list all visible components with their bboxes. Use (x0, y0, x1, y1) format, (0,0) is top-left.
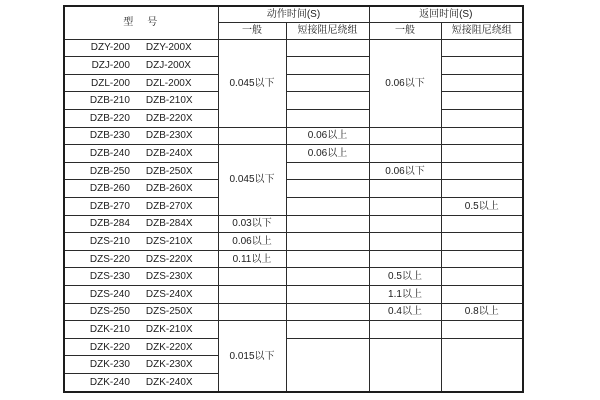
model-cell (64, 268, 218, 286)
value-cell-rg (369, 215, 441, 233)
model-code: DZS-230 (89, 271, 130, 283)
value-cell-rd: 0.5以上 (441, 197, 523, 215)
table-row (64, 145, 523, 163)
model-code: DZB-240X (145, 147, 193, 159)
value-cell-ad (286, 39, 369, 57)
value-cell-rd (441, 127, 523, 145)
model-cell (64, 303, 218, 321)
value-cell-rd (441, 250, 523, 268)
header-row-groups (64, 6, 523, 22)
value-cell-ad (286, 162, 369, 180)
value-cell-rd (441, 39, 523, 57)
value-cell-rd (441, 286, 523, 304)
value-cell-rg (369, 180, 441, 198)
model-cell (64, 233, 218, 251)
table-row (64, 197, 523, 215)
value-cell-ag: 0.045以下 (218, 39, 286, 127)
model-cell (64, 286, 218, 304)
model-cell (64, 215, 218, 233)
value-cell-rd (441, 92, 523, 110)
value-cell-ad (286, 286, 369, 304)
value-cell-ad (286, 197, 369, 215)
value-cell-rd (441, 233, 523, 251)
model-code: DZL-200 (91, 77, 130, 89)
value-cell-ad (286, 338, 369, 392)
action-damped-winding-header: 短接阻尼绕组 (286, 22, 369, 39)
model-code: DZK-240X (145, 377, 193, 389)
value-cell-rd (441, 57, 523, 75)
model-code: DZK-220X (145, 341, 193, 353)
value-cell-rg (369, 197, 441, 215)
value-cell-rg: 0.4以上 (369, 303, 441, 321)
value-cell-ad: 0.06以上 (286, 127, 369, 145)
model-code: DZS-250X (145, 306, 193, 318)
value-cell-ad (286, 57, 369, 75)
action-time-group-header: 动作时间(S) (218, 6, 369, 22)
model-code: DZB-220 (89, 112, 130, 124)
model-cell (64, 321, 218, 339)
model-code: DZS-240X (145, 288, 193, 300)
value-cell-ag: 0.045以下 (218, 145, 286, 215)
model-code: DZB-230 (89, 130, 130, 142)
model-code: DZY-200 (90, 42, 130, 54)
model-cell (64, 74, 218, 92)
value-cell-ag: 0.03以下 (218, 215, 286, 233)
value-cell-ag: 0.015以下 (218, 321, 286, 392)
value-cell-rg (369, 250, 441, 268)
value-cell-ag (218, 268, 286, 286)
model-cell (64, 374, 218, 392)
table-row (64, 321, 523, 339)
model-cell (64, 197, 218, 215)
return-general-header: 一般 (369, 22, 441, 39)
model-code: DZB-210 (89, 95, 130, 107)
value-cell-rg: 1.1以上 (369, 286, 441, 304)
model-code: DZB-220X (145, 112, 193, 124)
model-code: DZS-220 (89, 253, 130, 265)
value-cell-ad (286, 180, 369, 198)
model-cell (64, 180, 218, 198)
value-cell-rg: 0.5以上 (369, 268, 441, 286)
value-cell-rg (369, 321, 441, 339)
table-row (64, 180, 523, 198)
table-row (64, 109, 523, 127)
model-code: DZJ-200X (145, 59, 191, 71)
value-cell-rg (369, 338, 441, 392)
value-cell-rg (369, 233, 441, 251)
model-code: DZB-260X (145, 183, 193, 195)
table-row (64, 250, 523, 268)
model-code: DZS-210 (89, 236, 130, 247)
value-cell-rg: 0.06以下 (369, 39, 441, 127)
model-code: DZK-220 (89, 341, 130, 353)
model-code: DZS-220X (145, 253, 193, 265)
model-cell (64, 57, 218, 75)
model-cell (64, 356, 218, 374)
model-code: DZS-230X (145, 271, 193, 283)
value-cell-ag (218, 127, 286, 145)
model-code: DZL-200X (145, 77, 192, 89)
table-row (64, 39, 523, 57)
value-cell-rd (441, 74, 523, 92)
spec-table (63, 5, 524, 393)
table-row (64, 233, 523, 251)
model-code: DZB-250X (145, 165, 193, 177)
value-cell-ad (286, 303, 369, 321)
model-code: DZB-270X (145, 200, 193, 212)
value-cell-ag: 0.11以上 (218, 250, 286, 268)
value-cell-ag (218, 303, 286, 321)
value-cell-ad (286, 92, 369, 110)
model-code: DZK-230 (89, 359, 130, 371)
table-row (64, 303, 523, 321)
value-cell-rd (441, 338, 523, 392)
model-code: DZB-270 (89, 200, 130, 212)
model-code: DZB-250 (89, 165, 130, 177)
model-code: DZK-230X (145, 359, 193, 371)
table-row (64, 268, 523, 286)
model-cell (64, 92, 218, 110)
value-cell-ad (286, 233, 369, 251)
model-code: DZS-210X (145, 236, 193, 247)
value-cell-ag (218, 286, 286, 304)
model-column-header: 型 号 (64, 6, 218, 39)
model-code: DZB-284 (89, 218, 130, 230)
value-cell-rd (441, 180, 523, 198)
model-cell (64, 145, 218, 163)
model-code: DZY-200X (145, 42, 192, 54)
table-row (64, 57, 523, 75)
model-cell (64, 162, 218, 180)
value-cell-ad (286, 268, 369, 286)
model-code: DZK-210X (145, 324, 193, 336)
return-time-group-header: 返回时间(S) (369, 6, 523, 22)
value-cell-ag: 0.06以上 (218, 233, 286, 251)
table-row (64, 286, 523, 304)
value-cell-rg: 0.06以下 (369, 162, 441, 180)
value-cell-rd (441, 162, 523, 180)
model-code: DZK-210 (89, 324, 130, 336)
model-code: DZS-240 (89, 288, 130, 300)
model-cell (64, 127, 218, 145)
model-code: DZK-240 (89, 377, 130, 389)
model-cell (64, 39, 218, 57)
table-row (64, 338, 523, 356)
model-code: DZJ-200 (91, 59, 130, 71)
table-row (64, 74, 523, 92)
return-damped-winding-header: 短接阻尼绕组 (441, 22, 523, 39)
value-cell-ad (286, 215, 369, 233)
value-cell-rg (369, 145, 441, 163)
value-cell-ad: 0.06以上 (286, 145, 369, 163)
value-cell-ad (286, 250, 369, 268)
action-general-header: 一般 (218, 22, 286, 39)
table-row (64, 127, 523, 145)
value-cell-rd (441, 145, 523, 163)
value-cell-rd (441, 109, 523, 127)
model-code: DZB-230X (145, 130, 193, 142)
value-cell-ad (286, 321, 369, 339)
value-cell-rd (441, 321, 523, 339)
value-cell-ad (286, 109, 369, 127)
table-row (64, 215, 523, 233)
table-row (64, 92, 523, 110)
model-code: DZB-210X (145, 95, 193, 107)
model-code: DZB-260 (89, 183, 130, 195)
model-cell (64, 109, 218, 127)
value-cell-ad (286, 74, 369, 92)
value-cell-rd (441, 268, 523, 286)
model-cell (64, 338, 218, 356)
model-code: DZB-284X (145, 218, 193, 230)
value-cell-rd: 0.8以上 (441, 303, 523, 321)
value-cell-rg (369, 127, 441, 145)
value-cell-rd (441, 215, 523, 233)
model-code: DZS-250 (89, 306, 130, 318)
model-cell (64, 250, 218, 268)
table-row (64, 162, 523, 180)
model-code: DZB-240 (89, 147, 130, 159)
